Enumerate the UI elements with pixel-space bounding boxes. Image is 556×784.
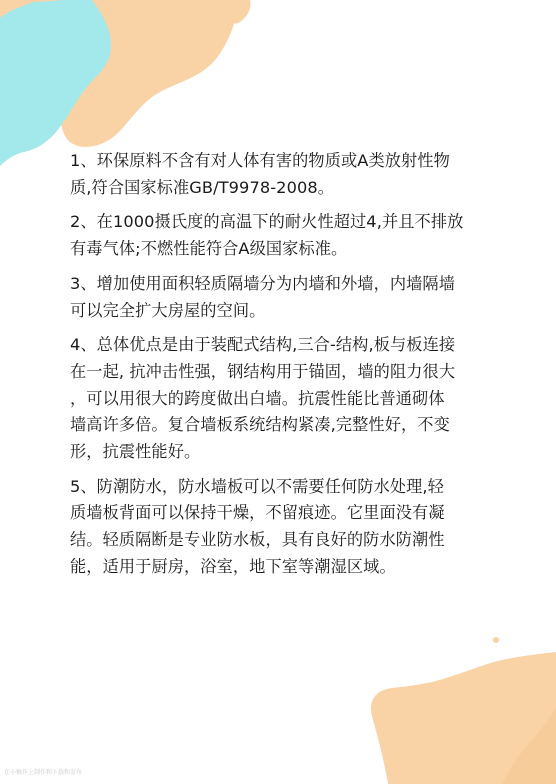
text-line: 1、环保原料不含有对人体有害的物质或A类放射性物 <box>70 151 450 170</box>
text-line: 可以完全扩大房屋的空间。 <box>70 300 266 320</box>
text-line: 在一起, 抗冲击性强，钢结构用于锚固，墙的阻力很大 <box>70 361 456 381</box>
paragraph <box>70 209 516 262</box>
text-line: ，可以用很大的跨度做出白墙。抗震性能比普通砌体 <box>70 388 445 408</box>
watermark-text: 在小稿作上制作和下载和发布 <box>4 769 83 776</box>
text-line: 墙高许多倍。复合墙板系统结构紧凑,完整性好，不变 <box>70 415 450 435</box>
peach-dot <box>493 637 499 643</box>
main-text <box>70 148 516 589</box>
cyan-dot <box>25 109 31 115</box>
paragraph <box>70 474 516 581</box>
text-line: 形，抗震性能好。 <box>70 442 201 462</box>
paragraph <box>70 148 516 201</box>
text-line: 5、防潮防水，防水墙板可以不需要任何防水处理,轻 <box>70 476 444 496</box>
text-line: 质墙板背面可以保持干燥，不留痕迹。它里面没有凝 <box>70 503 445 523</box>
text-line: 质,符合国家标准GB/T9978-2008。 <box>70 177 335 197</box>
text-line: 2、在1000摄氏度的高温下的耐火性超过4,并且不排放 <box>70 212 464 232</box>
text-line: 3、增加使用面积轻质隔墙分为内墙和外墙，内墙隔墙 <box>70 273 456 293</box>
text-line: 能，适用于厨房，浴室，地下室等潮湿区域。 <box>70 556 396 576</box>
paragraph <box>70 332 516 466</box>
text-line: 结。轻质隔断是专业防水板，具有良好的防水防潮性 <box>70 530 445 550</box>
paragraph <box>70 271 516 324</box>
text-line: 有毒气体;不燃性能符合A级国家标准。 <box>70 239 348 259</box>
text-line: 4、总体优点是由于装配式结构,三合-结构,板与板连接 <box>70 335 456 355</box>
